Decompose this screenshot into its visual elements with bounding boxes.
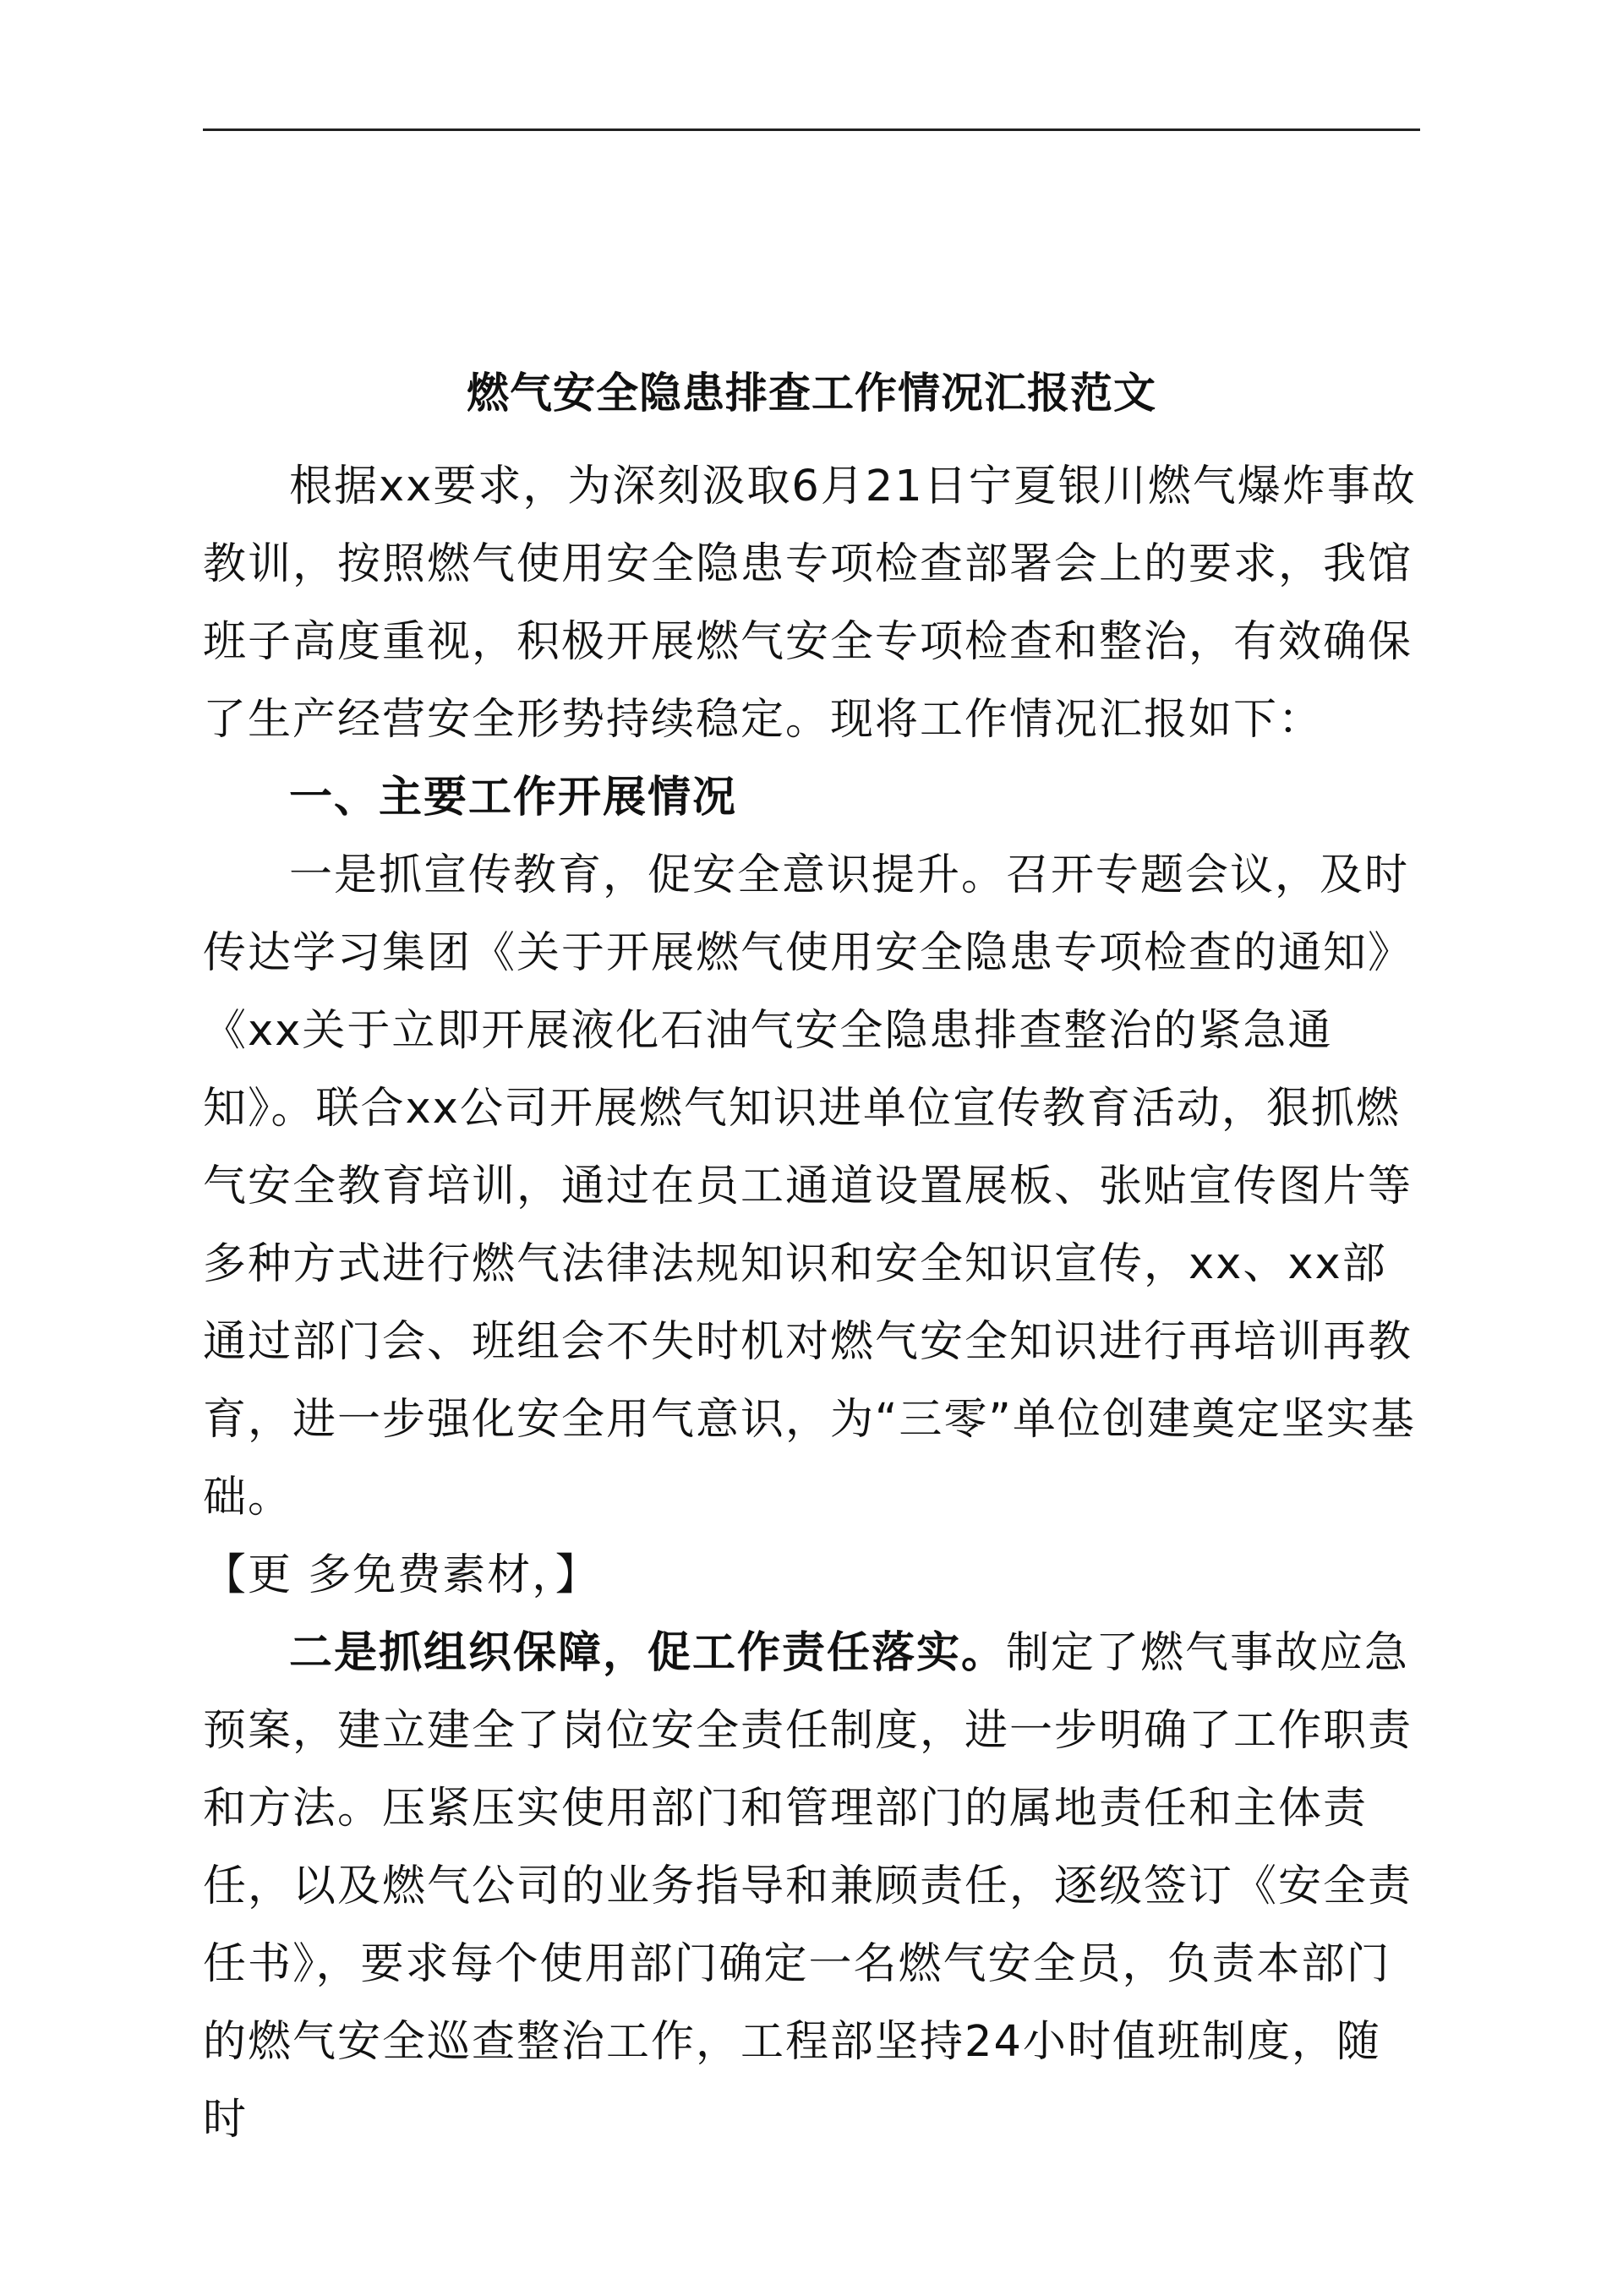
header-rule <box>203 128 1420 131</box>
document-body <box>203 448 1420 2159</box>
intro-paragraph: 根据xx要求，为深刻汲取6月21日宁夏银川燃气爆炸事故教训，按照燃气使用安全隐患专项检查部署会上的要求，我馆班子高度重视，积极开展燃气安全专项检查和整治，有效确保了生产经营安全形势持续稳定。现将工作情况汇报如下： <box>203 462 1417 745</box>
paragraph-body: 制定了燃气事故应急预案，建立建全了岗位安全责任制度，进一步明确了工作职责和方法。压紧压实使用部门和管理部门的属地责任和主体责任，以及燃气公司的业务指导和兼顾责任，逐级签订《安全责任书》，要求每个使用部门确定一名燃气安全员，负责本部门的燃气安全巡查整治工作，工程部坚持24小时值班制度，随时 <box>203 1628 1413 2145</box>
paragraph-organization-guarantee <box>203 1615 1420 2159</box>
paragraph-publicity-education: 一是抓宣传教育，促安全意识提升。召开专题会议，及时传达学习集团《关于开展燃气使用安全隐患专项检查的通知》《xx关于立即开展液化石油气安全隐患排查整治的紧急通知》。联合xx公司开展燃气知识进单位宣传教育活动，狠抓燃气安全教育培训，通过在员工通道设置展板、张贴宣传图片等多种方式进行燃气法律法规知识和安全知识宣传，xx、xx部通过部门会、班组会不失时机对燃气安全知识进行再培训再教育，进一步强化安全用气意识，为“三零”单位创建奠定坚实基础。 <box>203 850 1416 1522</box>
ad-note: 【更 多免费素材，】 <box>203 1550 600 1600</box>
section-heading: 一、主要工作开展情况 <box>289 773 738 823</box>
document-title: 燃气安全隐患排查工作情况汇报范文 <box>467 369 1156 418</box>
paragraph-lead: 二是抓组织保障，促工作责任落实。 <box>289 1628 1007 1678</box>
